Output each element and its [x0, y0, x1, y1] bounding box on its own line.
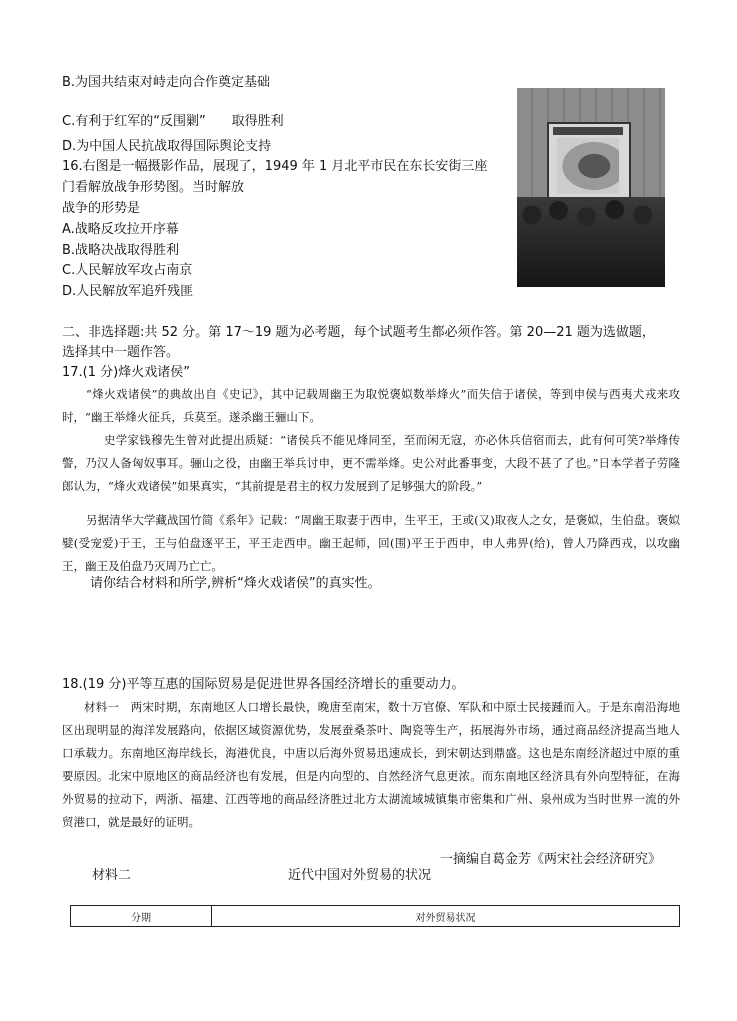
table-header-row — [71, 906, 680, 927]
photo-crowd — [517, 197, 665, 287]
q17-title: 17.(1 分)烽火戏诸侯” — [62, 365, 190, 380]
q15-option-b: B.为国共结束对峙走向合作奠定基础 — [62, 75, 271, 90]
foreign-trade-table — [70, 905, 680, 927]
photo-board-map — [557, 138, 619, 194]
q16-option-c: C.人民解放军攻占南京 — [62, 263, 193, 278]
section2-line-2: 选择其中一题作答。 — [62, 345, 180, 360]
q18-material-2-label: 材料二 — [92, 868, 132, 883]
q17-paragraph-3: 另据清华大学藏战国竹简《系年》记载：“周幽王取妻于西申，生平王，王或(又)取夜人之女，是褒姒，生伯盘。褒姒嬖(受宠爱)于王，王与伯盘逐平王，平王走西申。幽王起师，回(围)平王于西申，申人弗畀(给)，曾人乃降西戎，以攻幽王，幽王及伯盘乃灭周乃亡亡。 — [62, 513, 680, 573]
table-header-period: 分期 — [71, 906, 212, 927]
photo-board-header — [553, 127, 623, 135]
q15-option-d: D.为中国人民抗战取得国际舆论支持 — [62, 139, 272, 154]
q16-option-b: B.战略决战取得胜利 — [62, 243, 180, 258]
q17-question: 请你结合材料和所学,辨析“烽火戏诸侯”的真实性。 — [90, 576, 381, 591]
q18-material-1-source: 一摘编自葛金芳《两宋社会经济研究》 — [440, 852, 662, 867]
q16-stem-line-3: 战争的形势是 — [62, 201, 141, 216]
q16-option-a: A.战略反攻拉开序幕 — [62, 222, 179, 237]
table-header-trade-status: 对外贸易状况 — [212, 906, 680, 927]
q15-option-c: C.有利于红军的“反围剿” 取得胜利 — [62, 114, 284, 129]
q17-paragraph-1: “烽火戏诸侯”的典故出自《史记》，其中记载周幽王为取悦褒姒数举烽火”而失信于诸侯，等到申侯与西夷犬戎来攻时，“幽王举烽火征兵，兵莫至。遂杀幽王骊山下。 — [62, 387, 680, 424]
q16-option-d: D.人民解放军追歼残匪 — [62, 284, 194, 299]
photo-situation-map-board — [547, 122, 631, 208]
q16-stem-line-1: 16.右图是一幅摄影作品，展现了，1949 年 1 月北平市民在东长安街三座 — [62, 159, 488, 174]
q18-material-2-title: 近代中国对外贸易的状况 — [288, 868, 432, 883]
q18-material-1: 材料一 两宋时期，东南地区人口增长最快，晚唐至南宋，数十万官僚、军队和中原士民接踵而入。于是东南沿海地区出现明显的海洋发展路向，依据区域资源优势，发展蚕桑茶叶、陶瓷等生产，拓展海外市场，通过商品经济提高当地人口承载力。东南地区海岸线长，海港优良，中唐以后海外贸易迅速成长，到宋朝达到鼎盛。这也是东南经济超过中原的重要原因。北宋中原地区的商品经济也有发展，但是内向型的、自然经济气息更浓。而东南地区经济具有外向型特征，在海外贸易的拉动下，两浙、福建、江西等地的商品经济胜过北方太湖流域城镇集市密集和广州、泉州成为当时世界一流的外贸港口，就是最好的证明。 — [62, 700, 680, 829]
q18-title: 18.(19 分)平等互惠的国际贸易是促进世界各国经济增长的重要动力。 — [62, 677, 465, 692]
photograph-crowd-map-icon — [517, 88, 665, 287]
q17-paragraph-2: 史学家钱穆先生曾对此提出质疑：“诸侯兵不能见烽同至，至而闲无寇，亦必休兵信宿而去，此有何可笑?举烽传警，乃汉人备匈奴事耳。骊山之役，由幽王举兵讨申，更不需举烽。史公对此番事变，大段不甚了了也。”日本学者子劳隆郎认为，“烽火戏诸侯”如果真实，“其前提是君主的权力发展到了足够强大的阶段。” — [62, 433, 680, 493]
q16-stem-line-2: 门看解放战争形势图。当时解放 — [62, 180, 245, 195]
section2-line-1: 二、非选择题:共 52 分。第 17～19 题为必考题，每个试题考生都必须作答。第 20—21 题为选做题， — [62, 325, 655, 340]
